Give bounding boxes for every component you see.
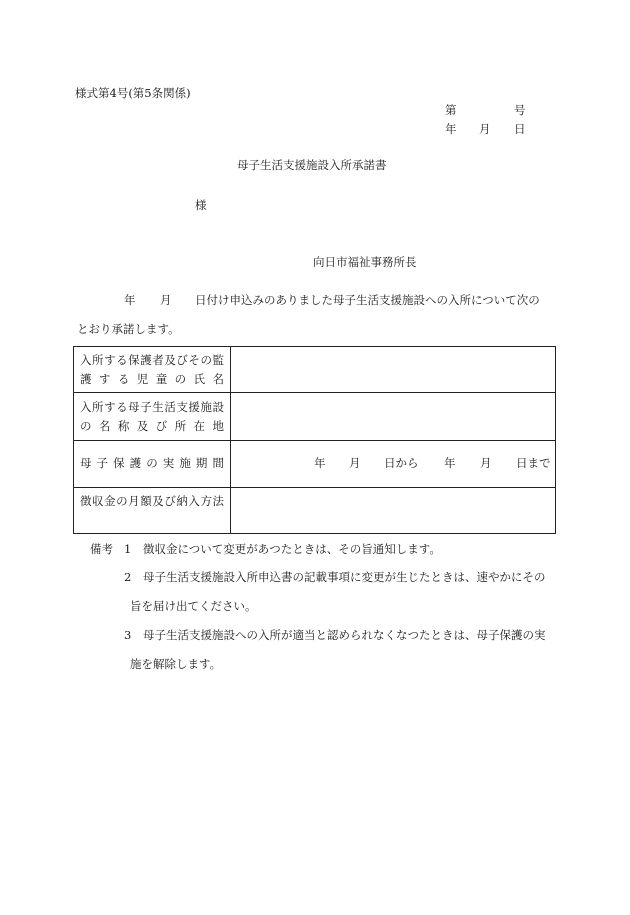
document-title: 母子生活支援施設入所承諾書 xyxy=(237,158,387,172)
issuer-name: 向日市福祉事務所長 xyxy=(313,255,417,269)
label-facility-name-address: 入所する母子生活支援施設の名称及び所在地 xyxy=(80,400,224,433)
column-divider xyxy=(230,346,231,534)
label-fee-payment: 徴収金の月額及び納入方法 xyxy=(80,494,224,508)
note-3-text-line2: 施を解除します。 xyxy=(130,657,222,671)
period-start-month: 月 xyxy=(349,456,361,470)
label-protection-period: 母子保護の実施期間 xyxy=(80,456,224,470)
number-dai: 第 xyxy=(445,103,457,117)
body-month: 月 xyxy=(160,293,172,307)
note-1-number: 1 xyxy=(124,542,132,556)
note-3-number: 3 xyxy=(124,628,132,642)
period-start-day: 日から xyxy=(384,456,419,470)
period-end-year: 年 xyxy=(444,456,456,470)
row-divider xyxy=(73,392,556,393)
form-number: 様式第4号(第5条関係) xyxy=(75,86,191,100)
note-2-number: 2 xyxy=(124,570,132,584)
period-end-day: 日まで xyxy=(516,456,551,470)
date-year: 年 xyxy=(445,122,457,136)
period-start-year: 年 xyxy=(314,456,326,470)
addressee-honorific: 様 xyxy=(195,198,207,212)
date-month: 月 xyxy=(479,122,491,136)
note-3-text-line1: 母子生活支援施設への入所が適当と認められなくなつたときは、母子保護の実 xyxy=(143,628,546,642)
note-2-text-line1: 母子生活支援施設入所申込書の記載事項に変更が生じたときは、速やかにその xyxy=(143,570,546,584)
note-1-text: 徴収金について変更があつたときは、その旨通知します。 xyxy=(143,542,441,556)
date-day: 日 xyxy=(514,122,526,136)
body-text-line2: とおり承諾します。 xyxy=(77,322,180,336)
row-divider xyxy=(73,487,556,488)
notes-label: 備考 xyxy=(90,542,113,556)
body-text-line1: 日付け申込みのありました母子生活支援施設への入所について次の xyxy=(195,293,540,307)
label-guardian-child-names: 入所する保護者及びその監護する児童の氏名 xyxy=(80,353,224,386)
number-go: 号 xyxy=(514,103,526,117)
note-2-text-line2: 旨を届け出てください。 xyxy=(130,599,257,613)
row-divider xyxy=(73,440,556,441)
period-end-month: 月 xyxy=(480,456,492,470)
body-year: 年 xyxy=(124,293,136,307)
